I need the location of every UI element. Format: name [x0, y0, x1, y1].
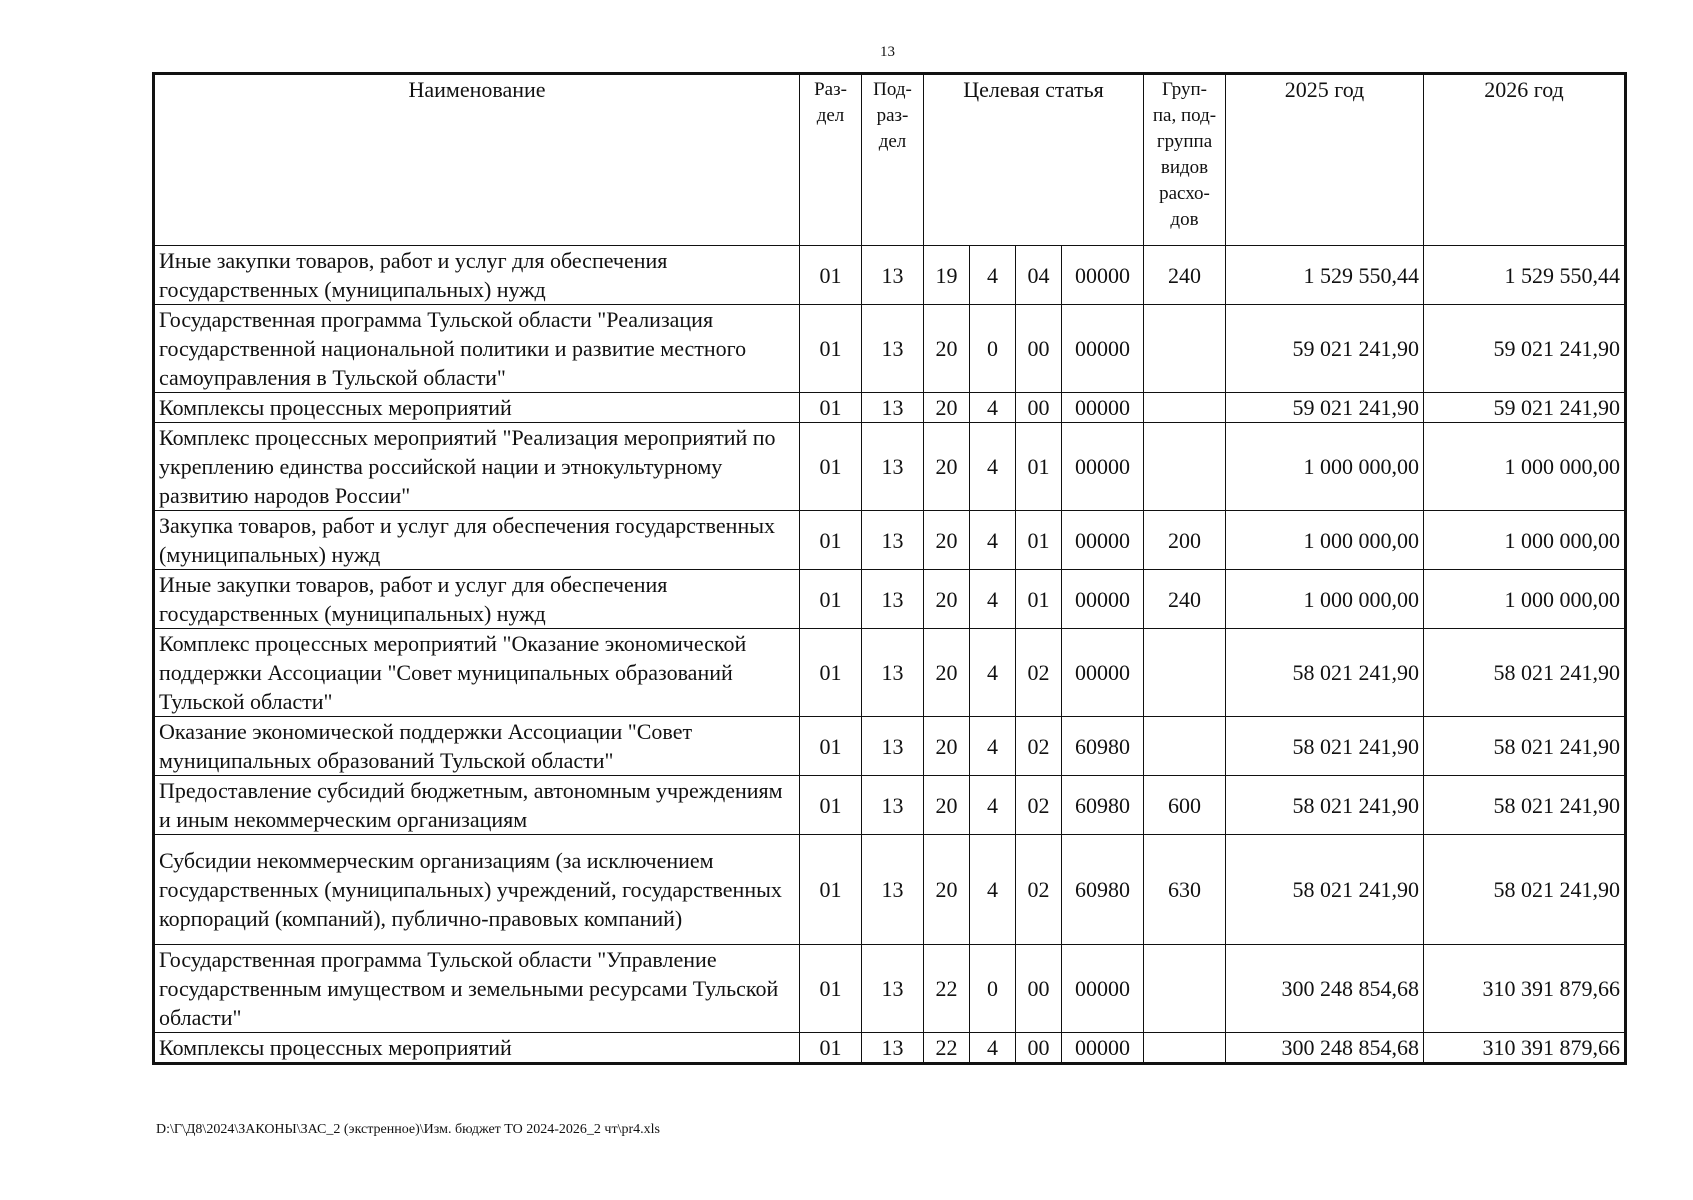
row-target-structure: 04 — [1016, 246, 1062, 305]
row-amount-2025: 1 000 000,00 — [1226, 423, 1424, 511]
row-podrazdel: 13 — [862, 629, 924, 717]
row-name: Субсидии некоммерческим организациям (за исключением государственных (муниципальных) учреждений, государственных корпораций (компаний), публично-правовых компаний) — [154, 835, 800, 945]
row-amount-2026: 1 000 000,00 — [1424, 423, 1626, 511]
row-razdel: 01 — [800, 629, 862, 717]
row-name: Комплексы процессных мероприятий — [154, 1033, 800, 1064]
row-target-program: 20 — [924, 511, 970, 570]
row-amount-2025: 58 021 241,90 — [1226, 717, 1424, 776]
row-amount-2026: 310 391 879,66 — [1424, 1033, 1626, 1064]
row-podrazdel: 13 — [862, 393, 924, 423]
row-expense-group: 630 — [1144, 835, 1226, 945]
row-target-direction: 00000 — [1062, 1033, 1144, 1064]
row-amount-2026: 1 000 000,00 — [1424, 511, 1626, 570]
table-row — [154, 393, 1626, 423]
row-target-program: 22 — [924, 945, 970, 1033]
row-target-type: 4 — [970, 423, 1016, 511]
row-name: Закупка товаров, работ и услуг для обеспечения государственных (муниципальных) нужд — [154, 511, 800, 570]
row-target-direction: 00000 — [1062, 393, 1144, 423]
row-amount-2026: 59 021 241,90 — [1424, 393, 1626, 423]
row-target-structure: 00 — [1016, 393, 1062, 423]
row-target-program: 20 — [924, 717, 970, 776]
row-amount-2026: 58 021 241,90 — [1424, 629, 1626, 717]
row-amount-2025: 1 000 000,00 — [1226, 511, 1424, 570]
row-amount-2025: 59 021 241,90 — [1226, 305, 1424, 393]
row-target-type: 4 — [970, 835, 1016, 945]
row-expense-group: 240 — [1144, 246, 1226, 305]
header-target-article: Целевая статья — [924, 74, 1144, 246]
table-row — [154, 423, 1626, 511]
row-podrazdel: 13 — [862, 305, 924, 393]
row-target-type: 4 — [970, 246, 1016, 305]
row-target-program: 20 — [924, 423, 970, 511]
row-amount-2026: 58 021 241,90 — [1424, 717, 1626, 776]
row-target-type: 0 — [970, 945, 1016, 1033]
row-razdel: 01 — [800, 945, 862, 1033]
row-razdel: 01 — [800, 835, 862, 945]
row-name: Предоставление субсидий бюджетным, автономным учреждениям и иным некоммерческим организациям — [154, 776, 800, 835]
row-podrazdel: 13 — [862, 776, 924, 835]
row-razdel: 01 — [800, 423, 862, 511]
table-row — [154, 629, 1626, 717]
row-target-program: 22 — [924, 1033, 970, 1064]
row-amount-2025: 58 021 241,90 — [1226, 629, 1424, 717]
header-name: Наименование — [154, 74, 800, 246]
row-target-direction: 00000 — [1062, 305, 1144, 393]
row-target-direction: 00000 — [1062, 423, 1144, 511]
row-target-direction: 00000 — [1062, 570, 1144, 629]
page-number: 13 — [880, 44, 895, 60]
row-expense-group: 240 — [1144, 570, 1226, 629]
row-target-structure: 02 — [1016, 717, 1062, 776]
row-name: Комплекс процессных мероприятий "Реализация мероприятий по укреплению единства российской нации и этнокультурному развитию народов России" — [154, 423, 800, 511]
row-expense-group: 600 — [1144, 776, 1226, 835]
header-year-2025: 2025 год — [1226, 74, 1424, 246]
row-target-type: 4 — [970, 393, 1016, 423]
row-target-program: 19 — [924, 246, 970, 305]
row-podrazdel: 13 — [862, 717, 924, 776]
table-body — [154, 246, 1626, 1064]
row-expense-group — [1144, 423, 1226, 511]
header-razdel: Раз- дел — [800, 74, 862, 246]
row-name: Комплекс процессных мероприятий "Оказание экономической поддержки Ассоциации "Совет муниципальных образований Тульской области" — [154, 629, 800, 717]
row-target-direction: 00000 — [1062, 246, 1144, 305]
table-row — [154, 945, 1626, 1033]
table-header-row — [154, 74, 1626, 246]
row-razdel: 01 — [800, 1033, 862, 1064]
row-target-structure: 01 — [1016, 511, 1062, 570]
budget-table — [152, 72, 1627, 1065]
row-target-structure: 00 — [1016, 305, 1062, 393]
row-podrazdel: 13 — [862, 835, 924, 945]
header-group: Груп- па, под- группа видов расхо- дов — [1144, 74, 1226, 246]
row-target-program: 20 — [924, 570, 970, 629]
row-amount-2025: 300 248 854,68 — [1226, 945, 1424, 1033]
row-target-program: 20 — [924, 835, 970, 945]
row-expense-group — [1144, 305, 1226, 393]
row-razdel: 01 — [800, 393, 862, 423]
row-expense-group — [1144, 393, 1226, 423]
row-name: Оказание экономической поддержки Ассоциации "Совет муниципальных образований Тульской области" — [154, 717, 800, 776]
row-amount-2026: 1 000 000,00 — [1424, 570, 1626, 629]
row-podrazdel: 13 — [862, 511, 924, 570]
row-target-type: 4 — [970, 570, 1016, 629]
row-amount-2026: 310 391 879,66 — [1424, 945, 1626, 1033]
row-target-type: 4 — [970, 1033, 1016, 1064]
row-target-type: 4 — [970, 511, 1016, 570]
row-target-type: 4 — [970, 717, 1016, 776]
row-target-direction: 00000 — [1062, 945, 1144, 1033]
table-row — [154, 776, 1626, 835]
row-razdel: 01 — [800, 246, 862, 305]
row-razdel: 01 — [800, 717, 862, 776]
header-year-2026: 2026 год — [1424, 74, 1626, 246]
row-target-direction: 60980 — [1062, 717, 1144, 776]
table-row — [154, 511, 1626, 570]
row-target-structure: 00 — [1016, 945, 1062, 1033]
row-target-structure: 02 — [1016, 629, 1062, 717]
row-target-type: 4 — [970, 629, 1016, 717]
row-target-direction: 60980 — [1062, 776, 1144, 835]
row-razdel: 01 — [800, 511, 862, 570]
row-razdel: 01 — [800, 776, 862, 835]
row-expense-group: 200 — [1144, 511, 1226, 570]
table-row — [154, 246, 1626, 305]
table-row — [154, 835, 1626, 945]
row-name: Государственная программа Тульской области "Реализация государственной национальной политики и развитие местного самоуправления в Тульской области" — [154, 305, 800, 393]
row-amount-2025: 300 248 854,68 — [1226, 1033, 1424, 1064]
row-expense-group — [1144, 629, 1226, 717]
row-podrazdel: 13 — [862, 423, 924, 511]
row-amount-2025: 58 021 241,90 — [1226, 776, 1424, 835]
row-amount-2025: 58 021 241,90 — [1226, 835, 1424, 945]
row-name: Иные закупки товаров, работ и услуг для обеспечения государственных (муниципальных) нужд — [154, 246, 800, 305]
row-podrazdel: 13 — [862, 1033, 924, 1064]
row-razdel: 01 — [800, 570, 862, 629]
row-amount-2026: 58 021 241,90 — [1424, 776, 1626, 835]
row-target-program: 20 — [924, 629, 970, 717]
row-amount-2025: 1 529 550,44 — [1226, 246, 1424, 305]
row-target-structure: 00 — [1016, 1033, 1062, 1064]
table-row — [154, 1033, 1626, 1064]
row-target-structure: 02 — [1016, 776, 1062, 835]
row-expense-group — [1144, 717, 1226, 776]
table-row — [154, 717, 1626, 776]
row-target-structure: 01 — [1016, 570, 1062, 629]
row-amount-2025: 59 021 241,90 — [1226, 393, 1424, 423]
row-target-structure: 01 — [1016, 423, 1062, 511]
row-target-program: 20 — [924, 393, 970, 423]
row-razdel: 01 — [800, 305, 862, 393]
row-expense-group — [1144, 945, 1226, 1033]
row-target-program: 20 — [924, 305, 970, 393]
row-podrazdel: 13 — [862, 945, 924, 1033]
row-target-structure: 02 — [1016, 835, 1062, 945]
table-row — [154, 570, 1626, 629]
row-amount-2026: 59 021 241,90 — [1424, 305, 1626, 393]
row-amount-2026: 1 529 550,44 — [1424, 246, 1626, 305]
row-name: Комплексы процессных мероприятий — [154, 393, 800, 423]
row-amount-2025: 1 000 000,00 — [1226, 570, 1424, 629]
row-name: Иные закупки товаров, работ и услуг для обеспечения государственных (муниципальных) нужд — [154, 570, 800, 629]
row-target-type: 4 — [970, 776, 1016, 835]
row-name: Государственная программа Тульской области "Управление государственным имуществом и земельными ресурсами Тульской области" — [154, 945, 800, 1033]
row-target-direction: 00000 — [1062, 629, 1144, 717]
row-expense-group — [1144, 1033, 1226, 1064]
footer-file-path: D:\Г\Д8\2024\ЗАКОНЫ\ЗАС_2 (экстренное)\Изм. бюджет ТО 2024-2026_2 чт\pr4.xls — [156, 1122, 660, 1137]
row-target-type: 0 — [970, 305, 1016, 393]
row-podrazdel: 13 — [862, 570, 924, 629]
row-podrazdel: 13 — [862, 246, 924, 305]
header-podrazdel: Под- раз- дел — [862, 74, 924, 246]
row-amount-2026: 58 021 241,90 — [1424, 835, 1626, 945]
row-target-program: 20 — [924, 776, 970, 835]
row-target-direction: 60980 — [1062, 835, 1144, 945]
row-target-direction: 00000 — [1062, 511, 1144, 570]
table-row — [154, 305, 1626, 393]
